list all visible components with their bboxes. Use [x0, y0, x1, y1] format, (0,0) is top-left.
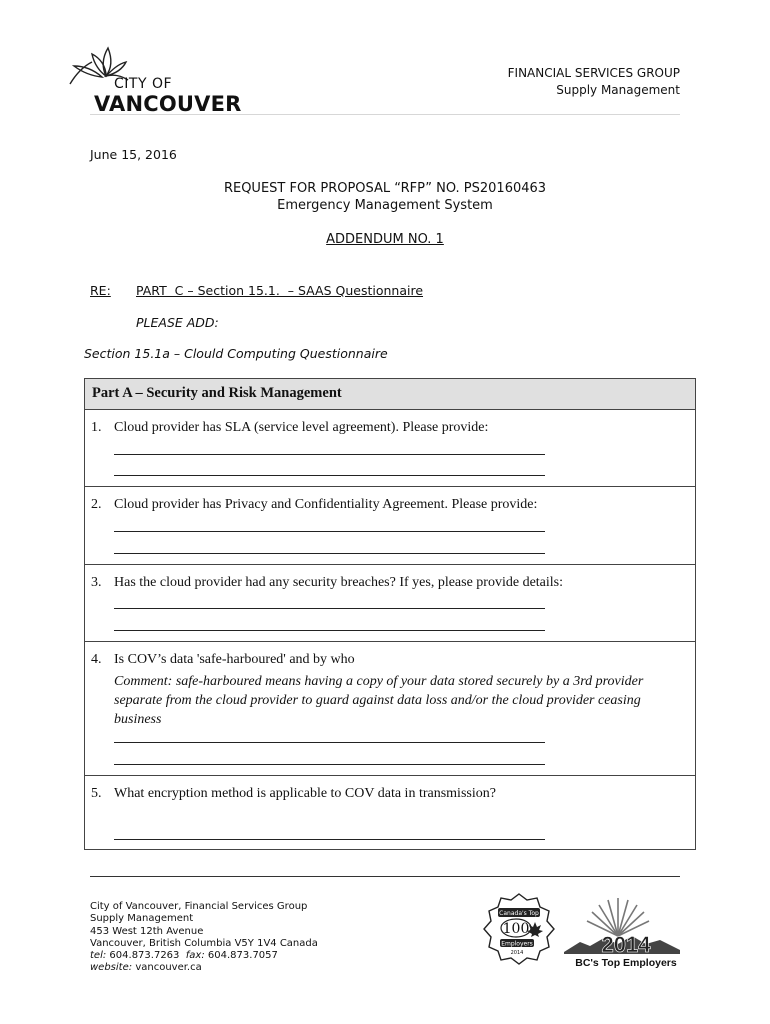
question-text: What encryption method is applicable to COV data in transmission?: [114, 786, 496, 801]
answer-line[interactable]: [114, 839, 545, 840]
question-comment: Comment: safe-harboured means having a copy of your data stored securely by a 3rd provider separate from the cloud provider to guard against data loss and/or the cloud provider ceasing business: [114, 674, 644, 727]
answer-line[interactable]: [114, 764, 545, 765]
fax-label: fax: [185, 950, 202, 962]
please-add-instruction: PLEASE ADD:: [136, 315, 219, 330]
badge-line1: Canada's Top: [499, 910, 539, 917]
addendum-title: ADDENDUM NO. 1: [326, 232, 444, 247]
question-row: [85, 487, 695, 565]
question-text: Has the cloud provider had any security breaches? If yes, please provide details:: [114, 575, 563, 590]
tel-label: tel: [90, 950, 103, 962]
question-number: 2.: [91, 497, 102, 512]
footer-web: website: vancouver.ca: [90, 962, 202, 974]
bc-top-employers-badge: [560, 892, 688, 972]
footer-street: 453 West 12th Avenue: [90, 925, 204, 937]
header-group: FINANCIAL SERVICES GROUP: [507, 66, 680, 80]
answer-line[interactable]: [114, 608, 545, 609]
tel-value: 604.873.7263: [109, 950, 180, 962]
answer-line[interactable]: [114, 454, 545, 455]
questionnaire-table: [84, 378, 696, 850]
footer-dept: Supply Management: [90, 913, 194, 925]
footer-divider: [90, 876, 680, 877]
answer-line[interactable]: [114, 742, 545, 743]
header-divider: [90, 114, 680, 115]
answer-line[interactable]: [114, 531, 545, 532]
answer-line[interactable]: [114, 630, 545, 631]
badge-line2: Employers: [501, 940, 533, 948]
footer-org: City of Vancouver, Financial Services Group: [90, 901, 308, 912]
bc-badge-text: BC's Top Employers: [575, 957, 677, 969]
re-subject: PART C – Section 15.1. – SAAS Questionnaire: [136, 283, 424, 298]
document-date: June 15, 2016: [90, 147, 177, 162]
city-of-vancouver-logo: [62, 44, 252, 118]
bc-badge-year: 2014: [601, 932, 651, 957]
answer-line[interactable]: [114, 475, 545, 476]
footer-address: [90, 901, 318, 975]
question-number: 1.: [91, 420, 102, 435]
header-department-block: [508, 65, 680, 99]
table-heading: Part A – Security and Risk Management: [85, 379, 695, 410]
question-row: [85, 776, 695, 849]
question-number: 3.: [91, 575, 102, 590]
fax-value: 604.873.7057: [207, 950, 278, 962]
rfp-subtitle: Emergency Management System: [277, 198, 493, 213]
footer-phone: tel: 604.873.7263 fax: 604.873.7057: [90, 950, 278, 962]
section-title: Section 15.1a – Clould Computing Questionnaire: [84, 346, 388, 361]
website-link[interactable]: vancouver.ca: [135, 962, 202, 974]
question-text: Cloud provider has SLA (service level agreement). Please provide:: [114, 420, 489, 435]
logo-city-text: CITY OF: [114, 76, 173, 92]
header-department: Supply Management: [556, 83, 680, 97]
question-text: Cloud provider has Privacy and Confidentiality Agreement. Please provide:: [114, 497, 538, 512]
website-label: website: [90, 962, 129, 974]
logo-vancouver-text: VANCOUVER: [94, 92, 242, 116]
question-row: [85, 410, 695, 487]
rfp-title: REQUEST FOR PROPOSAL “RFP” NO. PS20160463: [223, 181, 547, 196]
question-row: [85, 565, 695, 642]
question-row: [85, 642, 695, 776]
question-number: 4.: [91, 652, 102, 667]
badge-number: 100: [502, 921, 530, 937]
answer-line[interactable]: [114, 553, 545, 554]
question-text: Is COV’s data 'safe-harboured' and by who: [114, 652, 355, 667]
badge-year: 2014: [510, 950, 524, 956]
question-number: 5.: [91, 786, 102, 801]
re-label: RE:: [90, 283, 111, 298]
canada-top-100-badge: [480, 892, 558, 966]
footer-city: Vancouver, British Columbia V5Y 1V4 Canada: [90, 937, 318, 949]
sunburst-icon: [587, 898, 649, 936]
